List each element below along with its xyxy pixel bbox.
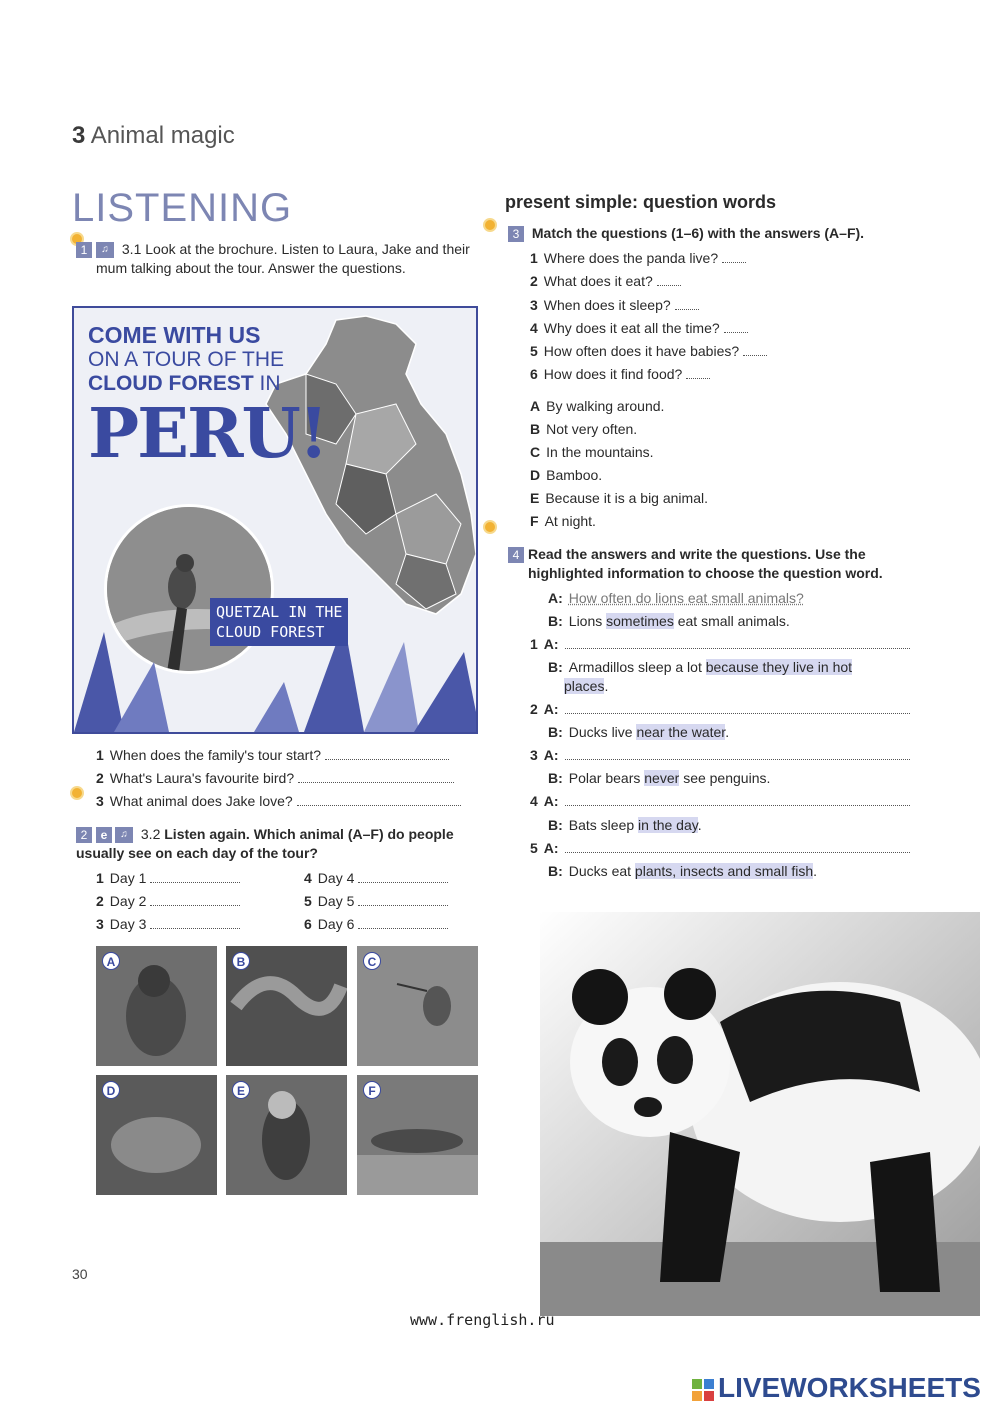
answer-text: In the mountains. — [546, 444, 654, 460]
day-number: 6 — [304, 916, 312, 932]
highlighted-word: plants, insects and small fish — [634, 863, 814, 879]
question-text: What's Laura's favourite bird? — [109, 770, 295, 786]
answer-text: eat small animals. — [677, 613, 790, 629]
ex2-number: 2 — [76, 827, 92, 843]
answer-blank[interactable] — [565, 704, 910, 714]
list-item — [548, 724, 729, 740]
list-item — [530, 421, 637, 437]
answer-letter: F — [530, 513, 539, 529]
photo-tag: E — [232, 1081, 250, 1099]
grammar-title: present simple: question words — [505, 192, 777, 212]
answer-letter: C — [530, 444, 541, 460]
ex1-number: 1 — [76, 242, 92, 258]
brochure-line-1: COME WITH US — [88, 322, 261, 348]
speaker-label: A: — [548, 590, 563, 606]
question-text: How often does it have babies? — [543, 343, 740, 359]
answer-text: Polar bears — [568, 770, 641, 786]
answer-text: . — [813, 863, 818, 879]
unit-number: 3 — [72, 122, 86, 149]
answer-text: Bats sleep — [568, 817, 635, 833]
answer-text: . — [697, 817, 702, 833]
speaker-label: A: — [543, 840, 559, 856]
answer-text: . — [604, 678, 609, 694]
speaker-label: A: — [543, 793, 559, 809]
answer-blank[interactable] — [657, 276, 681, 286]
item-number: 2 — [530, 701, 538, 717]
answer-letter: E — [530, 490, 540, 506]
unit-title: Animal magic — [90, 122, 235, 149]
highlighted-word: sometimes — [606, 613, 674, 629]
ex3-instruction: Match the questions (1–6) with the answers (A–F). — [531, 225, 865, 241]
speaker-label: B: — [548, 613, 563, 629]
day-number: 5 — [304, 893, 312, 909]
list-item — [96, 893, 240, 909]
answer-blank[interactable] — [565, 796, 910, 806]
speaker-label: B: — [548, 863, 563, 879]
answer-text: see penguins. — [683, 770, 771, 786]
list-item — [96, 870, 240, 886]
unit-header — [72, 122, 235, 150]
question-text: When does it sleep? — [543, 297, 671, 313]
list-item — [530, 250, 746, 266]
answer-blank[interactable] — [150, 896, 240, 906]
answer-text: Armadillos sleep a lot — [568, 659, 702, 675]
example-answer: How often do lions eat small animals? — [568, 590, 804, 606]
photo-tag: A — [102, 952, 120, 970]
level-dot-icon — [483, 218, 497, 232]
quetzal-label — [210, 598, 348, 646]
answer-blank[interactable] — [358, 919, 448, 929]
question-number: 3 — [96, 793, 104, 809]
ex2-heading — [76, 825, 481, 863]
list-item — [530, 513, 596, 529]
audio-icon[interactable]: ♫ — [115, 827, 133, 843]
item-number: 1 — [530, 636, 538, 652]
day-number: 2 — [96, 893, 104, 909]
speaker-label: A: — [543, 747, 559, 763]
list-item — [530, 467, 602, 483]
ex1-heading — [76, 240, 476, 278]
photo-tag: F — [363, 1081, 381, 1099]
question-text: Why does it eat all the time? — [543, 320, 720, 336]
speaker-label: A: — [543, 636, 559, 652]
brochure-line-2: ON A TOUR OF THE — [88, 348, 285, 371]
answer-blank[interactable] — [565, 750, 910, 760]
highlighted-word: never — [644, 770, 680, 786]
liveworksheets-text: LIVEWORKSHEETS — [718, 1372, 981, 1403]
list-item — [304, 870, 448, 886]
answer-letter: D — [530, 467, 541, 483]
question-text: What does it eat? — [543, 273, 653, 289]
answer-blank[interactable] — [358, 873, 448, 883]
speaker-label: B: — [548, 770, 563, 786]
list-item — [530, 320, 748, 336]
ex1-track: 3.1 — [121, 241, 142, 257]
answer-text: Because it is a big animal. — [545, 490, 708, 506]
item-number: 5 — [530, 840, 538, 856]
answer-blank[interactable] — [150, 919, 240, 929]
list-item — [530, 398, 664, 414]
question-text: When does the family's tour start? — [109, 747, 322, 763]
item-number: 4 — [530, 793, 538, 809]
list-item — [304, 893, 448, 909]
day-label: Day 5 — [317, 893, 355, 909]
photo-toad — [96, 1075, 217, 1195]
question-number: 1 — [96, 747, 104, 763]
answer-text: Not very often. — [546, 421, 638, 437]
day-label: Day 4 — [317, 870, 355, 886]
brochure-line-3 — [88, 372, 281, 396]
list-item — [530, 273, 681, 289]
ex2-e-label: e — [96, 827, 112, 843]
speaker-label: A: — [543, 701, 559, 717]
question-number: 1 — [530, 250, 538, 266]
question-number: 3 — [530, 297, 538, 313]
ex2-track: 3.2 — [140, 826, 161, 842]
day-label: Day 3 — [109, 916, 147, 932]
answer-letter: B — [530, 421, 541, 437]
list-item — [96, 747, 449, 763]
answer-blank[interactable] — [724, 323, 748, 333]
ex3-number: 3 — [508, 226, 524, 242]
answer-blank[interactable] — [565, 639, 910, 649]
answer-blank[interactable] — [722, 253, 746, 263]
page-number: 30 — [72, 1266, 88, 1282]
day-number: 1 — [96, 870, 104, 886]
photo-snake — [226, 946, 347, 1066]
answer-blank[interactable] — [358, 896, 448, 906]
answer-blank[interactable] — [150, 873, 240, 883]
list-item — [548, 863, 817, 879]
answer-blank[interactable] — [675, 300, 699, 310]
highlighted-word: near the water — [636, 724, 726, 740]
brochure-line-3a: CLOUD FOREST — [88, 372, 254, 395]
photo-tag: B — [232, 952, 250, 970]
answer-letter: A — [530, 398, 541, 414]
question-text: How does it find food? — [543, 366, 683, 382]
day-label: Day 1 — [109, 870, 147, 886]
liveworksheets-icon — [692, 1379, 714, 1401]
answer-text: Ducks eat — [568, 863, 632, 879]
example-answer-line — [548, 613, 790, 629]
question-text: What animal does Jake love? — [109, 793, 293, 809]
list-item — [530, 747, 910, 763]
list-item — [548, 817, 702, 833]
answer-blank[interactable] — [743, 346, 767, 356]
item-number: 3 — [530, 747, 538, 763]
question-number: 4 — [530, 320, 538, 336]
example-question — [548, 590, 914, 606]
speaker-label: B: — [548, 659, 563, 675]
highlighted-word: because they live in hot — [705, 659, 853, 675]
highlighted-word: in the day — [638, 817, 698, 833]
photo-caiman — [357, 1075, 478, 1195]
speaker-label: B: — [548, 724, 563, 740]
list-item — [96, 793, 461, 809]
website-url[interactable]: www.frenglish.ru — [410, 1311, 555, 1329]
photo-hummingbird — [357, 946, 478, 1066]
photo-parrot — [226, 1075, 347, 1195]
brochure — [72, 306, 478, 734]
list-item — [530, 343, 767, 359]
level-dot-icon — [483, 520, 497, 534]
ex1-instruction: Look at the brochure. Listen to Laura, Jake and their mum talking about the tour. Answer the questions. — [96, 241, 470, 276]
list-item — [564, 678, 608, 694]
highlighted-word: places — [564, 678, 605, 694]
answer-text: Lions — [568, 613, 603, 629]
list-item — [530, 793, 910, 809]
question-number: 2 — [530, 273, 538, 289]
ex4-instruction: Read the answers and write the questions. Use the highlighted information to choose the question word. — [528, 546, 883, 581]
list-item — [530, 490, 708, 506]
photo-tag: C — [363, 952, 381, 970]
day-label: Day 6 — [317, 916, 355, 932]
list-item — [530, 366, 710, 382]
list-item — [530, 297, 699, 313]
answer-blank[interactable] — [297, 796, 461, 806]
liveworksheets-logo — [692, 1372, 981, 1404]
speaker-label: B: — [548, 817, 563, 833]
photo-monkey — [96, 946, 217, 1066]
answer-text: . — [725, 724, 730, 740]
brochure-line-3b: IN — [259, 372, 281, 395]
audio-icon[interactable]: ♫ — [96, 242, 114, 258]
answer-text: Bamboo. — [546, 467, 603, 483]
quetzal-label-line-1: QUETZAL IN THE — [216, 603, 343, 621]
answer-text: Ducks live — [568, 724, 633, 740]
list-item — [530, 840, 910, 856]
quetzal-label-line-2: CLOUD FOREST — [216, 623, 325, 641]
section-title: LISTENING — [72, 186, 293, 230]
photo-tag: D — [102, 1081, 120, 1099]
animal-photo-grid — [96, 946, 478, 1196]
list-item — [96, 770, 454, 786]
answer-blank[interactable] — [565, 843, 910, 853]
answer-blank[interactable] — [686, 369, 710, 379]
list-item — [96, 916, 240, 932]
ex2-instruction: Listen again. Which animal (A–F) do people usually see on each day of the tour? — [76, 826, 454, 861]
brochure-peru: PERU! — [88, 394, 327, 474]
day-number: 4 — [304, 870, 312, 886]
list-item — [530, 701, 910, 717]
ex3-heading — [508, 224, 968, 243]
level-dot-icon — [70, 786, 84, 800]
answer-text: At night. — [544, 513, 596, 529]
list-item — [548, 659, 852, 675]
question-text: Where does the panda live? — [543, 250, 719, 266]
list-item — [304, 916, 448, 932]
list-item — [530, 636, 910, 652]
panda-photo — [540, 912, 980, 1316]
answer-blank[interactable] — [298, 773, 454, 783]
list-item — [530, 444, 654, 460]
ex4-heading — [508, 545, 918, 583]
list-item — [548, 770, 770, 786]
question-number: 6 — [530, 366, 538, 382]
day-number: 3 — [96, 916, 104, 932]
day-label: Day 2 — [109, 893, 147, 909]
answer-text: By walking around. — [546, 398, 665, 414]
question-number: 2 — [96, 770, 104, 786]
answer-blank[interactable] — [325, 750, 449, 760]
ex4-number: 4 — [508, 547, 524, 563]
question-number: 5 — [530, 343, 538, 359]
